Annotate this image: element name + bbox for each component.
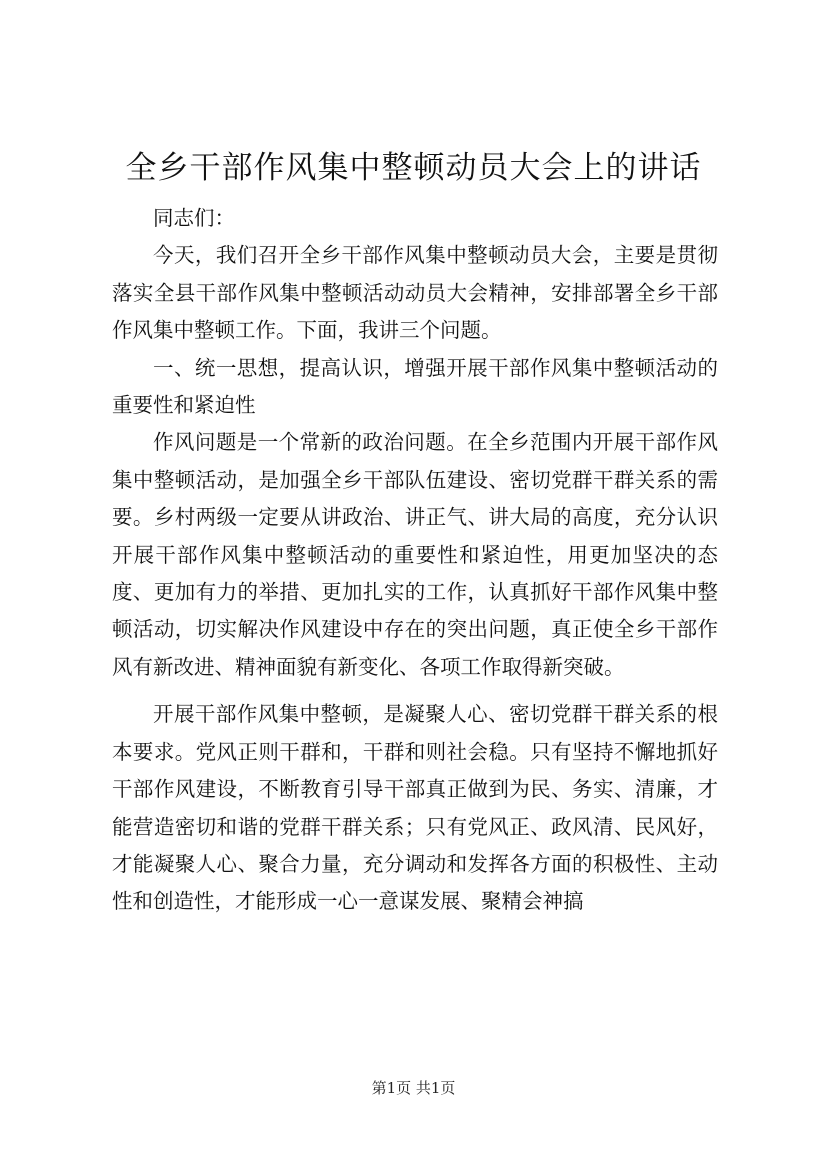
- paragraph-intro: 今天，我们召开全乡干部作风集中整顿动员大会，主要是贯彻落实全县干部作风集中整顿活动动员大会精神，安排部署全乡干部作风集中整顿工作。下面，我讲三个问题。: [112, 243, 718, 343]
- paragraph-body-2: 开展干部作风集中整顿，是凝聚人心、密切党群干群关系的根本要求。党风正则干群和，干群和则社会稳。只有坚持不懈地抓好干部作风建设，不断教育引导干部真正做到为民、务实、清廉，才能营造密切和谐的党群干群关系；只有党风正、政风清、民风好，才能凝聚人心、聚合力量，充分调动和发挥各方面的积极性、主动性和创造性，才能形成一心一意谋发展、聚精会神搞: [112, 702, 718, 914]
- document-title: 全乡干部作风集中整顿动员大会上的讲话: [125, 150, 702, 186]
- section-heading-1: 一、统一思想，提高认识，增强开展干部作风集中整顿活动的重要性和紧迫性: [112, 355, 718, 418]
- page-footer: 第1页 共1页: [371, 1079, 456, 1097]
- paragraph-body-1: 作风问题是一个常新的政治问题。在全乡范围内开展干部作风集中整顿活动，是加强全乡干部队伍建设、密切党群干群关系的需要。乡村两级一定要从讲政治、讲正气、讲大局的高度，充分认识开展干部作风集中整顿活动的重要性和紧迫性，用更加坚决的态度、更加有力的举措、更加扎实的工作，认真抓好干部作风集中整顿活动，切实解决作风建设中存在的突出问题，真正使全乡干部作风有新改进、精神面貌有新变化、各项工作取得新突破。: [112, 430, 718, 679]
- document-body: [112, 200, 718, 921]
- salutation: 同志们：: [153, 206, 235, 230]
